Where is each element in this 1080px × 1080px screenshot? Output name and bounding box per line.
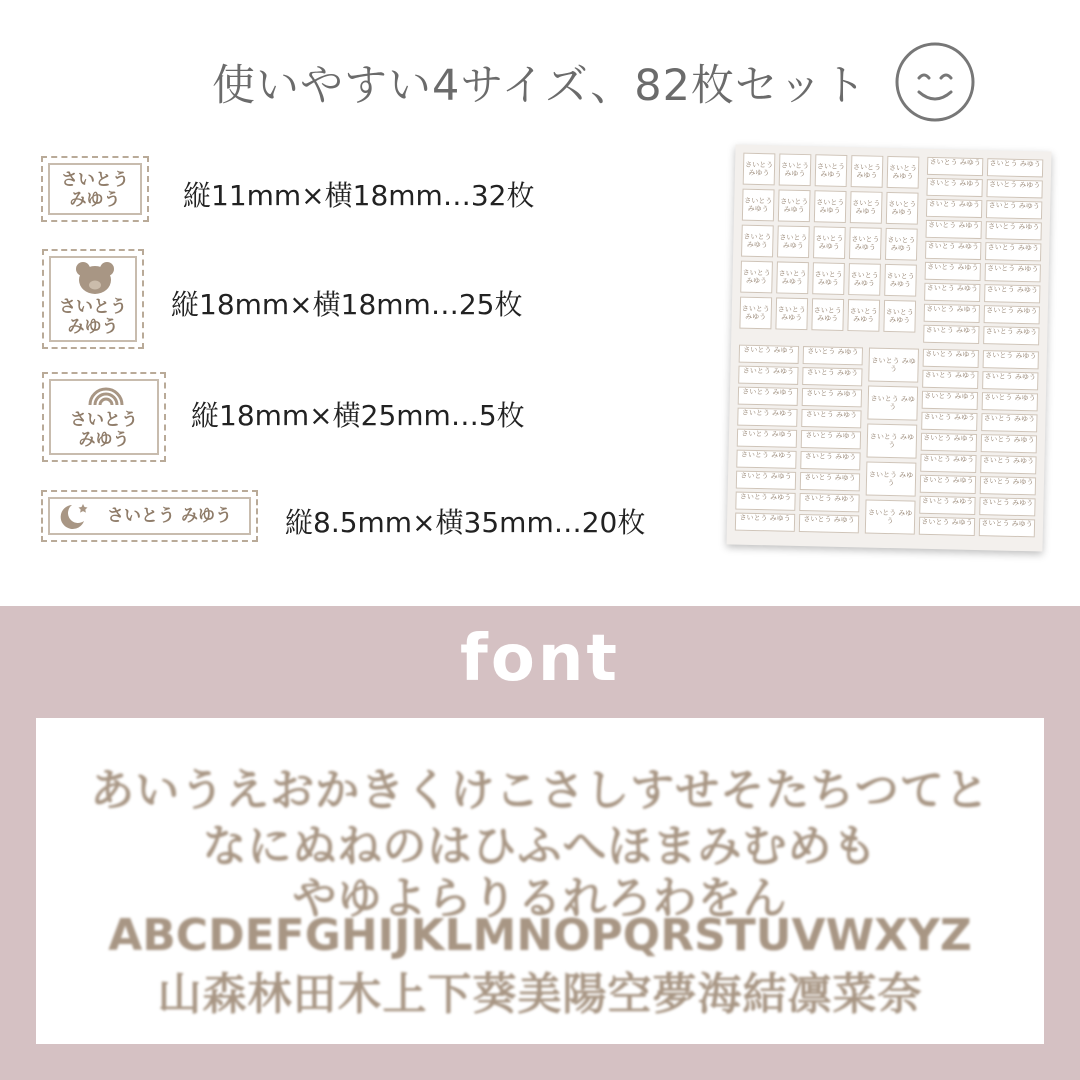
mini-sticker: さいとう みゆう: [921, 433, 977, 452]
label-sample-8x35: [41, 490, 258, 542]
mini-sticker: さいとう みゆう: [865, 500, 916, 535]
label-sample-11x18: [41, 156, 149, 222]
font-sample-line-3: やゆよらりるれろわをん: [292, 873, 788, 924]
mini-sticker: さいとう みゆう: [985, 242, 1041, 261]
mini-sticker: さいとう みゆう: [919, 496, 975, 515]
mini-sticker: さいとう みゆう: [927, 157, 983, 176]
font-sample-line-2: なにぬねのはひふへほまみむめも: [202, 821, 878, 872]
mini-sticker: さいとう みゆう: [740, 261, 773, 294]
mini-sticker: さいとう みゆう: [851, 155, 884, 188]
mini-sticker: さいとう みゆう: [736, 471, 796, 490]
mini-sticker: さいとう みゆう: [802, 388, 862, 407]
mini-sticker: さいとう みゆう: [811, 298, 844, 331]
mini-sticker: さいとう みゆう: [983, 350, 1039, 369]
mini-sticker: さいとう みゆう: [924, 283, 980, 302]
mini-sticker: さいとう みゆう: [800, 472, 860, 491]
headline: 使いやすい4サイズ、82枚セット: [212, 61, 867, 111]
mini-sticker: さいとう みゆう: [847, 299, 880, 332]
mini-sticker: さいとう みゆう: [737, 429, 797, 448]
mini-sticker: さいとう みゆう: [920, 475, 976, 494]
mini-sticker: さいとう みゆう: [776, 261, 809, 294]
mini-sticker: さいとう みゆう: [926, 199, 982, 218]
mini-sticker: さいとう みゆう: [983, 326, 1039, 345]
mini-sticker: さいとう みゆう: [735, 513, 795, 532]
mini-sticker: さいとう みゆう: [919, 517, 975, 536]
mini-sticker: さいとう みゆう: [981, 413, 1037, 432]
mini-sticker: さいとう みゆう: [920, 454, 976, 473]
mini-sticker: さいとう みゆう: [979, 518, 1035, 537]
mini-sticker: さいとう みゆう: [979, 497, 1035, 516]
mini-sticker: さいとう みゆう: [885, 228, 918, 261]
mini-sticker: さいとう みゆう: [982, 392, 1038, 411]
mini-sticker: さいとう みゆう: [738, 366, 798, 385]
mini-sticker: さいとう みゆう: [775, 297, 808, 330]
mini-sticker: さいとう みゆう: [922, 370, 978, 389]
mini-sticker: さいとう みゆう: [866, 462, 917, 497]
mini-sticker: さいとう みゆう: [867, 424, 918, 459]
mini-sticker: さいとう みゆう: [925, 262, 981, 281]
mini-sticker: さいとう みゆう: [850, 191, 883, 224]
sticker-sheet-preview: [727, 144, 1052, 551]
mini-sticker: さいとう みゆう: [738, 387, 798, 406]
mini-sticker: さいとう みゆう: [803, 346, 863, 365]
mini-sticker: さいとう みゆう: [800, 451, 860, 470]
mini-sticker: さいとう みゆう: [980, 455, 1036, 474]
mini-sticker: さいとう みゆう: [982, 371, 1038, 390]
mini-sticker: さいとう みゆう: [812, 262, 845, 295]
mini-sticker: さいとう みゆう: [986, 200, 1042, 219]
font-sample-line-5: 山森林田木上下葵美陽空夢海結凛菜奈: [157, 969, 923, 1020]
mini-sticker: さいとう みゆう: [779, 153, 812, 186]
mini-sticker: さいとう みゆう: [813, 226, 846, 259]
mini-sticker: さいとう みゆう: [735, 492, 795, 511]
mini-sticker: さいとう みゆう: [867, 386, 918, 421]
mini-sticker: さいとう みゆう: [884, 264, 917, 297]
mini-sticker: さいとう みゆう: [887, 156, 920, 189]
size-line-2: 縦18mm×横18mm…25枚: [171, 288, 523, 321]
mini-sticker: さいとう みゆう: [799, 514, 859, 533]
mini-sticker: さいとう みゆう: [741, 225, 774, 258]
mini-sticker: さいとう みゆう: [739, 297, 772, 330]
mini-sticker: さいとう みゆう: [737, 408, 797, 427]
mini-sticker: さいとう みゆう: [739, 345, 799, 364]
label-fullname: さいとう みゆう: [107, 506, 232, 526]
mini-sticker: さいとう みゆう: [924, 304, 980, 323]
label-given: みゆう: [69, 190, 121, 211]
mini-sticker: さいとう みゆう: [925, 241, 981, 260]
label-surname: さいとう: [59, 297, 127, 317]
mini-sticker: さいとう みゆう: [926, 220, 982, 239]
font-sample-line-1: あいうえおかきくけこさしすせそたちつてと: [90, 765, 990, 816]
mini-sticker: さいとう みゆう: [923, 325, 979, 344]
mini-sticker: さいとう みゆう: [849, 227, 882, 260]
mini-sticker: さいとう みゆう: [742, 189, 775, 222]
mini-sticker: さいとう みゆう: [801, 409, 861, 428]
mini-sticker: さいとう みゆう: [814, 190, 847, 223]
mini-sticker: さいとう みゆう: [981, 434, 1037, 453]
mini-sticker: さいとう みゆう: [801, 430, 861, 449]
mini-sticker: さいとう みゆう: [984, 284, 1040, 303]
label-given: みゆう: [78, 430, 130, 451]
mini-sticker: さいとう みゆう: [923, 349, 979, 368]
mini-sticker: さいとう みゆう: [921, 412, 977, 431]
size-line-1: 縦11mm×横18mm…32枚: [183, 179, 535, 212]
mini-sticker: さいとう みゆう: [985, 221, 1041, 240]
label-surname: さいとう: [70, 410, 138, 430]
font-sample-box: [36, 718, 1044, 1044]
font-sample-line-4: ABCDEFGHIJKLMNOPQRSTUVWXYZ: [108, 910, 972, 961]
mini-sticker: さいとう みゆう: [777, 225, 810, 258]
smiley-icon: [893, 40, 977, 124]
mini-sticker: さいとう みゆう: [987, 158, 1043, 177]
mini-sticker: さいとう みゆう: [743, 153, 776, 186]
size-line-4: 縦8.5mm×横35mm…20枚: [285, 506, 646, 539]
mini-sticker: さいとう みゆう: [815, 154, 848, 187]
mini-sticker: さいとう みゆう: [986, 179, 1042, 198]
mini-sticker: さいとう みゆう: [984, 305, 1040, 324]
size-line-3: 縦18mm×横25mm…5枚: [191, 399, 525, 432]
mini-sticker: さいとう みゆう: [868, 348, 919, 383]
mini-sticker: さいとう みゆう: [802, 367, 862, 386]
mini-sticker: さいとう みゆう: [985, 263, 1041, 282]
mini-sticker: さいとう みゆう: [736, 450, 796, 469]
label-given: みゆう: [67, 317, 119, 338]
label-sample-18x18: [42, 249, 144, 349]
font-title: font: [460, 622, 620, 696]
mini-sticker: さいとう みゆう: [886, 192, 919, 225]
mini-sticker: さいとう みゆう: [922, 391, 978, 410]
mini-sticker: さいとう みゆう: [799, 493, 859, 512]
label-surname: さいとう: [61, 170, 129, 190]
mini-sticker: さいとう みゆう: [926, 178, 982, 197]
mini-sticker: さいとう みゆう: [883, 300, 916, 333]
mini-sticker: さいとう みゆう: [980, 476, 1036, 495]
mini-sticker: さいとう みゆう: [848, 263, 881, 296]
label-sample-18x25: [42, 372, 166, 462]
mini-sticker: さいとう みゆう: [778, 189, 811, 222]
